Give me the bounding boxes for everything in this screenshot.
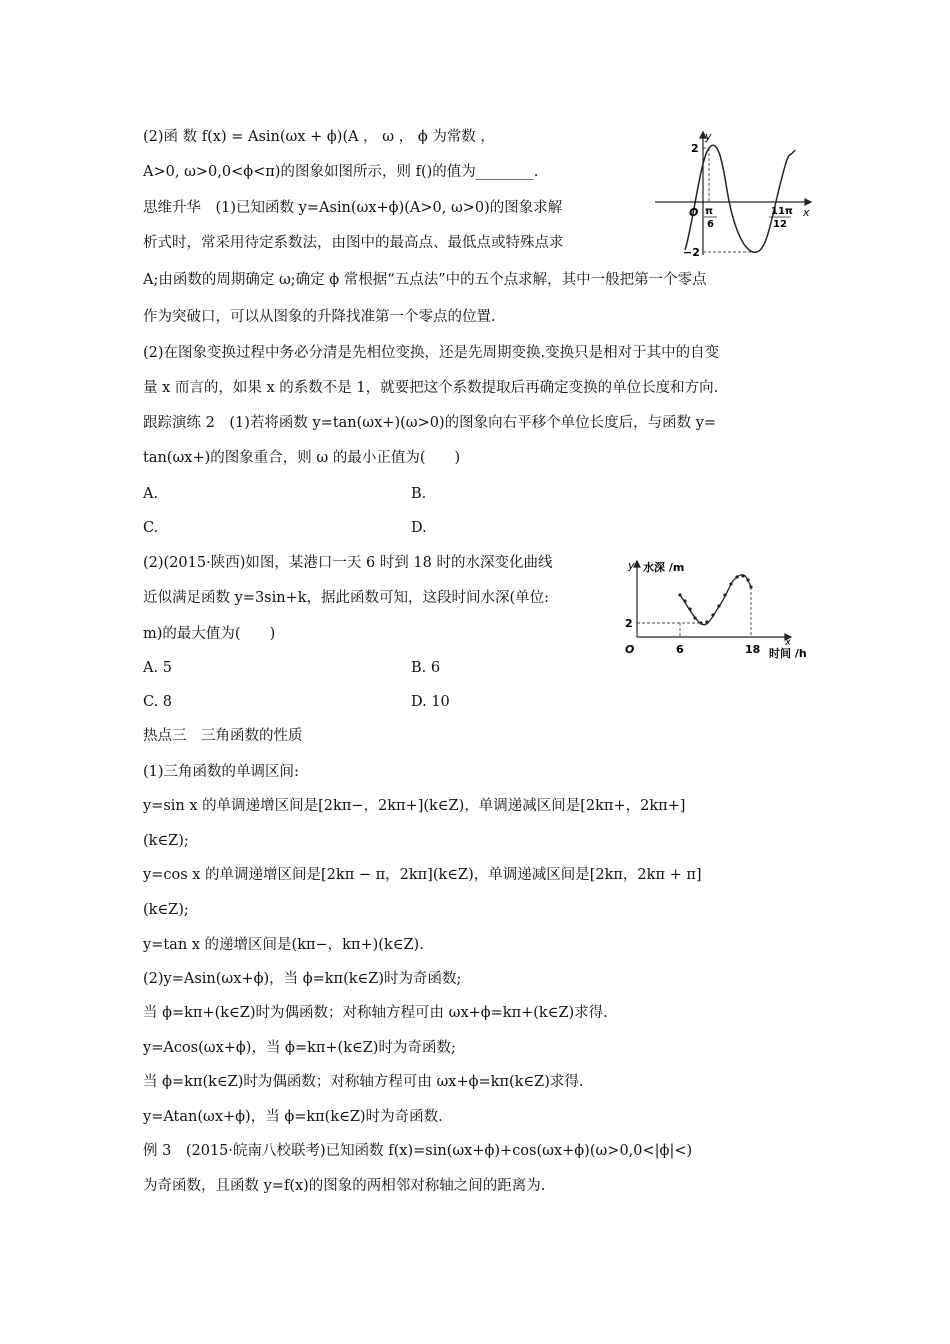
choice-b: B. [411, 486, 427, 502]
origin-label: O [625, 643, 635, 656]
exercise-2-statement: tan(ωx+)的图象重合，则 ω 的最小正值为( ) [143, 450, 461, 466]
choice-c: C. 8 [143, 694, 173, 710]
property-line: (k∈Z); [143, 833, 189, 849]
x-tick1-numerator: π [705, 206, 713, 217]
x-tick2-label: 18 [745, 643, 761, 656]
depth-points [678, 574, 752, 624]
summary-line: 析式时，常采用待定系数法，由图中的最高点、最低点或特殊点求 [143, 235, 564, 251]
x-label: x [785, 637, 791, 648]
section-heading: 热点三 三角函数的性质 [143, 728, 303, 744]
sine-curve [685, 145, 795, 252]
x-tick2-numerator: 11π [771, 206, 793, 217]
x-tick1-label: 6 [676, 643, 684, 656]
exercise-2-statement: 跟踪演练 2 (1)若将函数 y=tan(ωx+)(ω>0)的图象向右平移个单位长度后，与函数 y= [143, 415, 717, 431]
summary-line: (2)在图象变换过程中务必分清是先相位变换，还是先周期变换.变换只是相对于其中的自变 [143, 345, 720, 361]
x-arrow [805, 199, 811, 205]
example-3-statement: 为奇函数，且函数 y=f(x)的图象的两相邻对称轴之间的距离为. [143, 1178, 546, 1194]
y-label: y [705, 130, 712, 143]
y-title: 水深 /m [643, 561, 685, 574]
property-line: y=Acos(ωx+ϕ)，当 ϕ=kπ+(k∈Z)时为奇函数; [143, 1040, 456, 1056]
exercise-2-part2: (2)(2015·陕西)如图，某港口一天 6 时到 18 时的水深变化曲线 [143, 555, 553, 571]
summary-line: A;由函数的周期确定 ω;确定 ϕ 常根据“五点法”中的五个点求解，其中一般把第一个零点 [143, 272, 707, 288]
property-line: y=cos x 的单调递增区间是[2kπ − π，2kπ](k∈Z)，单调递减区间是[2kπ，2kπ + π] [143, 867, 702, 883]
x-label: x [803, 206, 810, 219]
example-3-statement: 例 3 (2015·皖南八校联考)已知函数 f(x)=sin(ωx+ϕ)+cos(ωx+ϕ)(ω>0,0<|ϕ|<) [143, 1143, 693, 1159]
y-tick-label: 2 [625, 617, 633, 630]
choice-a: A. 5 [143, 660, 172, 676]
guide-lines [703, 148, 753, 252]
y-max-label: 2 [691, 142, 699, 155]
property-line: y=tan x 的递增区间是(kπ−，kπ+)(k∈Z). [143, 937, 424, 953]
guide-lines [637, 587, 751, 637]
exercise-2-part2: m)的最大值为( ) [143, 626, 276, 642]
problem-2-statement: (2)函 数 f(x) = Asin(ωx + ϕ)(A ， ω ， ϕ 为常数 ， [143, 129, 495, 145]
property-line: (2)y=Asin(ωx+ϕ)，当 ϕ=kπ(k∈Z)时为奇函数; [143, 971, 462, 987]
x-title: 时间 /h [769, 647, 807, 660]
summary-line: 作为突破口，可以从图象的升降找准第一个零点的位置. [143, 309, 496, 325]
x-tick2-denominator: 12 [773, 219, 787, 230]
sine-graph-figure [655, 130, 815, 260]
problem-2-conditions: A>0, ω>0,0<ϕ<π)的图象如图所示，则 f()的值为________. [143, 164, 539, 180]
choice-d: D. [411, 520, 427, 536]
property-line: (k∈Z); [143, 902, 189, 918]
exercise-2-part2: 近似满足函数 y=3sin+k，据此函数可知，这段时间水深(单位: [143, 590, 550, 606]
choice-c: C. [143, 520, 159, 536]
property-line: (1)三角函数的单调区间: [143, 764, 299, 780]
summary-heading: 思维升华 (1)已知函数 y=Asin(ωx+ϕ)(A>0, ω>0)的图象求解 [143, 200, 563, 216]
axes [655, 132, 811, 255]
choice-b: B. 6 [411, 660, 441, 676]
y-min-label: −2 [683, 246, 700, 259]
summary-line: 量 x 而言的，如果 x 的系数不是 1，就要把这个系数提取后再确定变换的单位长度和方向. [143, 380, 719, 396]
origin-label: O [689, 206, 699, 219]
choice-d: D. 10 [411, 694, 450, 710]
choice-a: A. [143, 486, 159, 502]
water-depth-figure [625, 557, 815, 667]
property-line: 当 ϕ=kπ(k∈Z)时为偶函数；对称轴方程可由 ωx+ϕ=kπ(k∈Z)求得. [143, 1074, 584, 1090]
property-line: y=sin x 的单调递增区间是[2kπ−，2kπ+](k∈Z)，单调递减区间是[2kπ+，2kπ+] [143, 798, 686, 814]
property-line: 当 ϕ=kπ+(k∈Z)时为偶函数；对称轴方程可由 ωx+ϕ=kπ+(k∈Z)求得. [143, 1005, 608, 1021]
y-label: y [628, 559, 635, 572]
property-line: y=Atan(ωx+ϕ)，当 ϕ=kπ(k∈Z)时为奇函数. [143, 1109, 443, 1125]
x-tick1-denominator: 6 [707, 219, 714, 230]
depth-curve [680, 575, 751, 625]
